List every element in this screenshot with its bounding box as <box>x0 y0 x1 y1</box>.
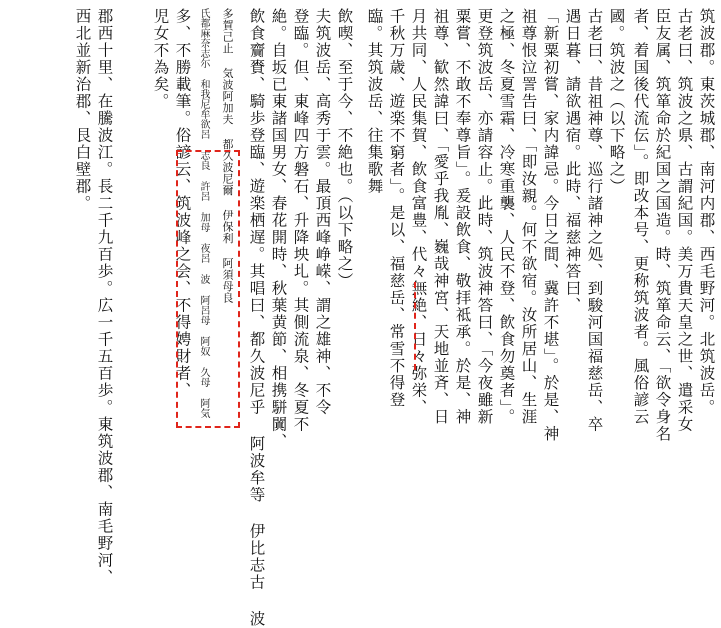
text-column-9: 祖尊恨泣詈告曰、「即汝親。何不欲宿。汝所居山、生涯 <box>519 8 538 426</box>
text-column-4: 者、着国後代流伝」。即改本号、更称筑波者。風俗諺云 <box>631 8 650 426</box>
text-column-17: 飲喫、至于今、不絶也。（以下略之） <box>335 8 354 290</box>
text-column-13: 祖尊、歓然諱曰、「愛乎我胤、巍哉神宮、天地並斉、日 <box>431 8 450 426</box>
text-column-18: 夫筑波岳、高秀于雲。最頂西峰峥嵘、謂之雄神、不令 <box>313 8 332 416</box>
text-column-7: 遇日暮、請欲遇宿。此時、福慈神答曰、 <box>563 8 582 314</box>
text-column-21: 飲食齎賚、騎歩登臨、遊楽栖遅。其唱曰、都久波尼乎 阿波牟等 伊比志古 波 <box>247 8 266 628</box>
text-column-1: 筑波郡。東茨城郡、南河内郡、西毛野河。北筑波岳。 <box>697 8 716 416</box>
text-column-20: 絶。自坂已東諸国男女、春花開時、秋葉黄節、相携駢闐、 <box>269 8 288 450</box>
text-column-12: 粟嘗、不敢不奉尊旨」。爰設飲食、敬拝祗承。於是、神 <box>453 8 472 426</box>
poem-highlight-box <box>176 150 240 428</box>
phrase-underline <box>414 282 416 370</box>
text-column-3: 臣友属、筑箪命於紀国之国造。時、筑箪命云、「欲令身名 <box>653 8 672 443</box>
text-column-11: 更登筑波岳、亦請容止。此時、筑波神答曰、「今夜雖新 <box>475 8 494 426</box>
text-column-15: 千秋万歳、遊楽不窮者」。是以、福慈岳、常雪不得登 <box>387 8 406 409</box>
text-column-5: 國。筑波之（以下略之） <box>607 8 626 195</box>
text-column-24: 多、不勝載筆。俗諺云、筑波峰之会、不得娉財者、 <box>173 8 192 399</box>
text-column-10: 之極、冬夏雪霜、冷寒重襲、人民不登、飲食勿奠者」。 <box>497 8 516 426</box>
text-column-19: 登臨。但、東峰四方磐石、升降坱圠。其側流泉、冬夏不 <box>291 8 310 433</box>
text-column-8: 「新粟初嘗、家内諱忌。今日之間、冀許不堪」。於是、神 <box>541 8 560 443</box>
text-column-16: 臨。其筑波岳、往集歌舞 <box>365 8 384 195</box>
text-column-23: 氏都麻奈志尓 和我尼牟欲呂 志良 許呂 加母 夜呂 波 阿呂母 阿奴 久母 阿気 <box>198 8 209 418</box>
text-column-22: 多賀己止 気波阿加夫 都久波尼爾 伊保利 阿須母良 <box>221 8 234 304</box>
text-column-6: 古老曰、昔祖神尊、巡行諸神之処、到駿河国福慈岳、卒 <box>585 8 604 433</box>
text-column-2: 古老曰、筑波之県、古謂紀国。美万貴天皇之世、遣采女 <box>675 8 694 433</box>
text-column-27: 西北並新治郡、艮白壁郡。 <box>73 8 92 212</box>
text-column-25: 児女不為矣。 <box>151 8 170 110</box>
text-column-26: 郡西十里、在騰波江。長二千九百歩。広一千五百歩。東筑波郡、南毛野河、 <box>95 8 114 586</box>
text-column-14: 月共同、人民集賀、飲食富豊、代々無絶、日々弥栄、 <box>409 8 428 416</box>
